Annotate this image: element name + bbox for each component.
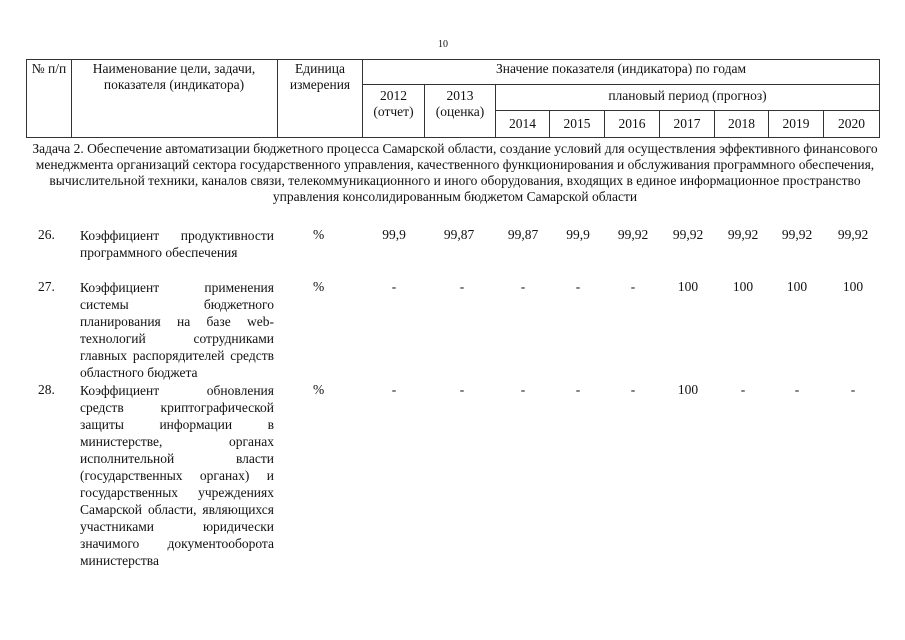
value-2017: 99,92 <box>672 227 704 242</box>
value-2015: - <box>575 382 581 397</box>
indicator-name: Коэффициент применения системы бюджетного планирования на базе web-технологий сотрудниками главных распорядителей средств областного бюджета <box>80 280 274 380</box>
value-2018: 100 <box>732 279 754 294</box>
table-line <box>71 59 72 138</box>
header-plan-period: плановый период (прогноз) <box>608 88 767 103</box>
value-2012: - <box>391 279 397 294</box>
header-year-2013-note: (оценка) <box>435 104 485 119</box>
value-2020: 99,92 <box>837 227 869 242</box>
value-2019: 100 <box>786 279 808 294</box>
header-year: 2016 <box>618 116 646 131</box>
value-2020: 100 <box>842 279 864 294</box>
header-col-name: Наименование цели, задачи, показателя (индикатора) <box>92 61 256 92</box>
value-2018: 99,92 <box>727 227 759 242</box>
header-year: 2017 <box>673 116 701 131</box>
value-2013: - <box>459 279 465 294</box>
header-year-2012 <box>363 88 424 120</box>
header-year-2012-label: 2012 <box>380 88 407 103</box>
value-2012: 99,9 <box>382 227 406 242</box>
header-year-2013 <box>425 88 495 120</box>
row-number: 26. <box>38 227 55 242</box>
header-col-unit: Единица измерения <box>289 61 351 92</box>
indicator-name: Коэффициент продуктивности программного обеспечения <box>80 228 274 260</box>
table-line <box>26 137 879 138</box>
header-year: 2018 <box>728 116 755 131</box>
value-2020: - <box>850 382 856 397</box>
value-2013: 99,87 <box>443 227 475 242</box>
value-2019: 99,92 <box>781 227 813 242</box>
page-number: 10 <box>438 39 448 50</box>
value-2015: 99,9 <box>566 227 590 242</box>
value-2016: 99,92 <box>617 227 649 242</box>
value-2013: - <box>459 382 465 397</box>
unit: % <box>313 279 325 294</box>
value-2015: - <box>575 279 581 294</box>
header-year-2013-label: 2013 <box>446 88 474 103</box>
table-line <box>26 59 879 60</box>
header-year: 2015 <box>563 116 591 131</box>
value-2019: - <box>794 382 800 397</box>
value-2016: - <box>630 279 636 294</box>
header-year: 2014 <box>509 116 536 131</box>
indicator-name: Коэффициент обновления средств криптографической защиты информации в министерстве, органах исполнительной власти (государственных органах) и государственных учреждениях Самарской области, являющихся участниками юридически значимого документооборота министерства <box>80 383 274 568</box>
header-col-value: Значение показателя (индикатора) по годам <box>496 61 746 76</box>
value-2014: 99,87 <box>507 227 539 242</box>
task-heading: Задача 2. Обеспечение автоматизации бюджетного процесса Самарской области, создание условий для осуществления эффективного финансового менеджмента организаций сектора государственного управления, качественного функционирования и обслуживания программного обеспечения, вычислительной техники, каналов связи, телекоммуникационного и иного оборудования, входящих в единое информационное пространство управления консолидированным бюджетом Самарской области <box>32 141 878 204</box>
header-year: 2019 <box>782 116 810 131</box>
value-2017: 100 <box>677 382 699 397</box>
table-line <box>362 84 879 85</box>
table-line <box>879 59 880 138</box>
header-year: 2020 <box>838 116 865 131</box>
row-number: 28. <box>38 382 55 397</box>
header-year-2012-note: (отчет) <box>373 104 414 119</box>
table-line <box>495 110 879 111</box>
header-col-num: № п/п <box>31 61 67 76</box>
value-2017: 100 <box>677 279 699 294</box>
unit: % <box>313 382 325 397</box>
value-2014: - <box>520 382 526 397</box>
value-2016: - <box>630 382 636 397</box>
value-2012: - <box>391 382 397 397</box>
value-2018: - <box>740 382 746 397</box>
unit: % <box>313 227 325 242</box>
row-number: 27. <box>38 279 55 294</box>
value-2014: - <box>520 279 526 294</box>
